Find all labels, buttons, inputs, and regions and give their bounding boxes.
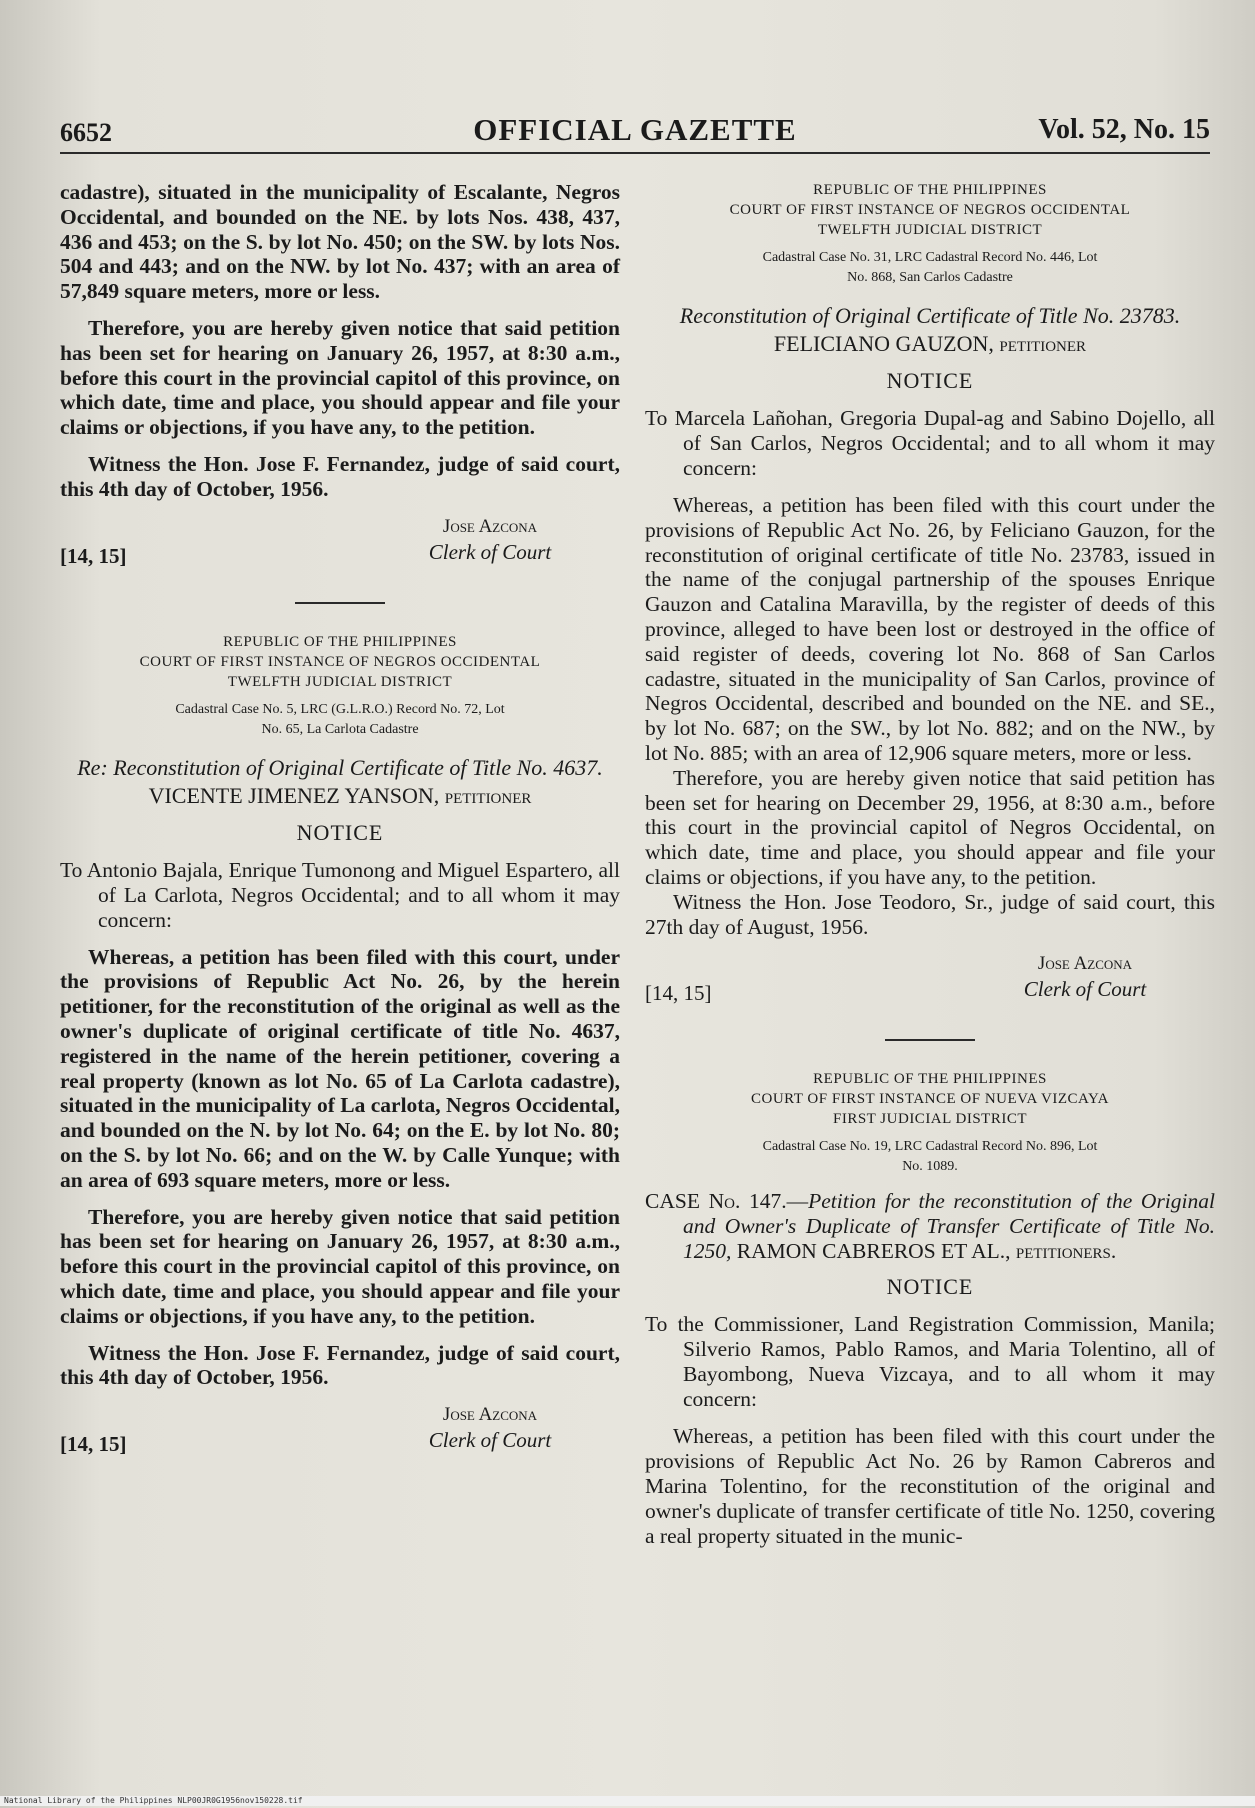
case-line: Cadastral Case No. 31, LRC Cadastral Record No. 446, Lot <box>762 250 1098 265</box>
paragraph: cadastre), situated in the municipality of Escalante, Negros Occidental, and bounded on the NE. by lots Nos. 438, 437, 436 and 453; on the S. by lot No. 450; on the SW. by lots Nos. 504 and 443; and on the NW. by lot No. 437; with an area of 57,849 square meters, more or less. <box>60 180 620 304</box>
case-reference <box>645 248 1215 288</box>
issue-numbers: [14, 15] <box>60 1432 127 1457</box>
case-line: Cadastral Case No. 19, LRC Cadastral Record No. 896, Lot <box>762 1139 1098 1155</box>
petitioner: VICENTE JIMENEZ YANSON, petitioner <box>148 782 532 808</box>
signature-block <box>645 953 1215 1013</box>
case-line: No. 65, La Carlota Cadastre <box>261 721 419 737</box>
clerk-name: Jose Azcona <box>1037 953 1133 975</box>
clerk-title: Clerk of Court <box>428 1428 552 1453</box>
petitioner: FELICIANO GAUZON, petitioner <box>773 331 1087 356</box>
case-title <box>645 1189 1215 1264</box>
republic-heading: REPUBLIC OF THE PHILIPPINES <box>223 633 457 650</box>
gazette-title: OFFICIAL GAZETTE <box>473 112 797 147</box>
case-line: No. 868, San Carlos Cadastre <box>847 270 1013 285</box>
scan-footer: National Library of the Philippines NLP00JR0G1956nov150228.tif <box>0 1796 1255 1806</box>
signature-block <box>60 516 620 576</box>
notice-heading: NOTICE <box>296 819 384 845</box>
page-header <box>60 112 1210 154</box>
clerk-title: Clerk of Court <box>428 539 552 564</box>
case-number: CASE No. 147.— <box>645 1189 809 1214</box>
notice-heading: NOTICE <box>886 1274 974 1300</box>
re-line <box>645 302 1215 358</box>
re-title: Reconstitution of Original Certificate of Title No. 23783. <box>679 303 1181 328</box>
left-column <box>60 180 620 1464</box>
district-heading: FIRST JUDICIAL DISTRICT <box>832 1111 1027 1128</box>
clerk-title: Clerk of Court <box>1023 977 1147 1002</box>
case-reference <box>645 1137 1215 1177</box>
addressee: To Antonio Bajala, Enrique Tumonong and Miguel Espartero, all of La Carlota, Negros Occidental; and to all whom it may concern: <box>60 857 620 932</box>
case-line: No. 1089. <box>902 1159 958 1175</box>
signature-block <box>60 1404 620 1464</box>
republic-heading: REPUBLIC OF THE PHILIPPINES <box>813 1071 1047 1088</box>
paragraph: Therefore, you are hereby given notice that said petition has been set for hearing on January 26, 1957, at 8:30 a.m., before this court in the provincial capitol of this province, on which date, time and place, you should appear and file your claims or objections, if you have any, to the petition. <box>60 1204 620 1328</box>
district-heading: TWELFTH JUDICIAL DISTRICT <box>817 222 1043 238</box>
issue-numbers: [14, 15] <box>645 981 712 1006</box>
re-line <box>60 754 620 810</box>
court-heading: COURT OF FIRST INSTANCE OF NEGROS OCCIDENTAL <box>139 653 541 670</box>
notice-heading: NOTICE <box>886 368 974 393</box>
paragraph: Therefore, you are hereby given notice that said petition has been set for hearing on January 26, 1957, at 8:30 a.m., before this court in the provincial capitol of this province, on which date, time and place, you should appear and file your claims or objections, if you have any, to the petition. <box>60 315 620 440</box>
paragraph: Whereas, a petition has been filed with this court under the provisions of Republic Act No. 26, by Feliciano Gauzon, for the reconstitution of original certificate of title No. 23783, issued in the name of the conjugal partnership of the spouses Enrique Gauzon and Catalina Maravilla, by the register of deeds of this province, alleged to have been lost or destroyed in the office of said register of deeds, covering lot No. 868 of San Carlos cadastre, situated in the municipality of San Carlos, province of Negros Occidental, described and bounded on the NE. and SE., by lot No. 687; on the SW., by lot No. 882; and on the NW., by lot No. 885; with an area of 12,906 square meters, more or less. <box>645 493 1215 765</box>
case-line: Cadastral Case No. 5, LRC (G.L.R.O.) Record No. 72, Lot <box>175 701 505 717</box>
issue-numbers: [14, 15] <box>60 543 127 568</box>
paragraph: Whereas, a petition has been filed with this court under the provisions of Republic Act No. 26 by Ramon Cabreros and Marina Tolentino, for the reconstitution of the original and owner's duplicate of transfer certificate of title No. 1250, covering a real property situated in the munic- <box>645 1424 1215 1548</box>
district-heading: TWELFTH JUDICIAL DISTRICT <box>227 673 453 690</box>
paragraph: Witness the Hon. Jose F. Fernandez, judge of said court, this 4th day of October, 1956. <box>60 1340 620 1390</box>
page-number: 6652 <box>60 118 112 147</box>
paragraph: Whereas, a petition has been filed with this court, under the provisions of Republic Act No. 26, by the herein petitioner, for the reconstitution of the original as well as the owner's duplicate of original certificate of title No. 4637, registered in the name of the herein petitioner, covering a real property (known as lot No. 65 of La Carlota cadastre), situated in the municipality of La carlota, Negros Occidental, and bounded on the N. by lot No. 64; on the E. by lot No. 80; on the S. by lot No. 66; and on the W. by Calle Yunque; with an area of 693 square meters, more or less. <box>60 944 620 1192</box>
addressee: To Marcela Lañohan, Gregoria Dupal-ag and Sabino Dojello, all of San Carlos, Negros Occidental; and to all whom it may concern: <box>645 406 1215 480</box>
right-column <box>645 180 1215 1548</box>
paragraph: Witness the Hon. Jose F. Fernandez, judge of said court, this 4th day of October, 1956. <box>60 451 620 501</box>
paragraph: Witness the Hon. Jose Teodoro, Sr., judge of said court, this 27th day of August, 1956. <box>645 889 1215 939</box>
republic-heading: REPUBLIC OF THE PHILIPPINES <box>813 182 1047 198</box>
re-title: Re: Reconstitution of Original Certificate of Title No. 4637. <box>77 754 603 780</box>
court-heading: COURT OF FIRST INSTANCE OF NUEVA VIZCAYA <box>751 1091 1109 1108</box>
clerk-name: Jose Azcona <box>442 1404 538 1426</box>
court-heading: COURT OF FIRST INSTANCE OF NEGROS OCCIDENTAL <box>729 202 1131 218</box>
divider <box>885 1039 975 1041</box>
case-reference <box>60 700 620 740</box>
petitioner: RAMON CABREROS ET AL., petitioners. <box>736 1239 1117 1264</box>
clerk-name: Jose Azcona <box>442 515 538 537</box>
case-description: Petition for the reconstitution of the Original and Owner's Duplicate of Transfer Certificate of Title No. 1250, <box>683 1189 1215 1264</box>
paragraph: Therefore, you are hereby given notice that said petition has been set for hearing on December 29, 1956, at 8:30 a.m., before this court in the provincial capitol of Negros Occidental, on which date, time and place, you should appear and file your claims or objections, if you have any, to the petition. <box>645 765 1215 889</box>
volume-number: Vol. 52, No. 15 <box>1038 114 1210 145</box>
divider <box>295 602 385 604</box>
addressee: To the Commissioner, Land Registration Commission, Manila; Silverio Ramos, Pablo Ramos, and Maria Tolentino, all of Bayombong, Nueva Vizcaya, and to all whom it may concern: <box>645 1312 1215 1412</box>
